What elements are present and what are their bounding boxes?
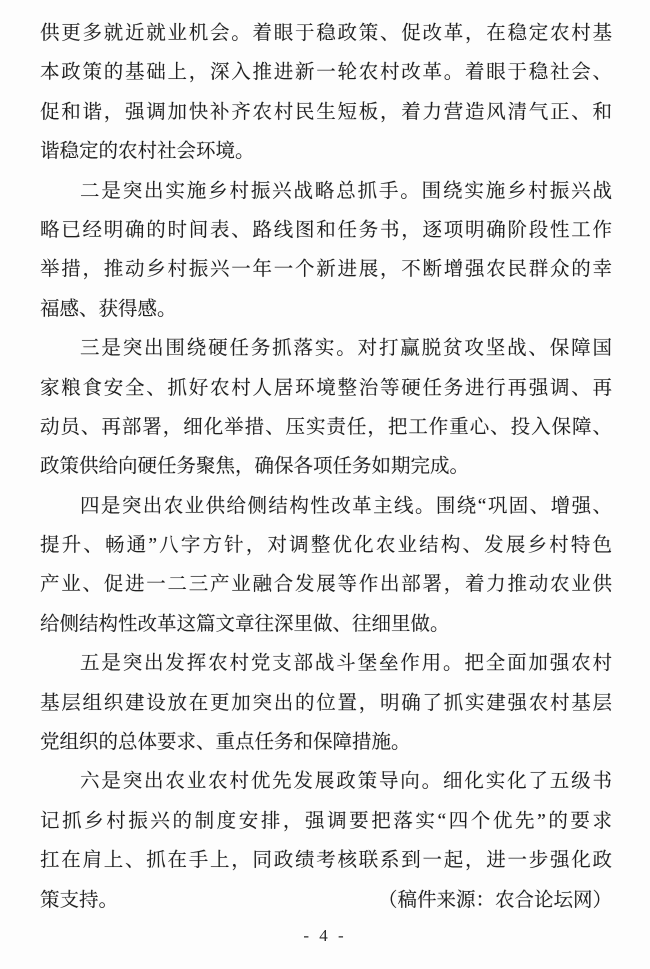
text-line: 给侧结构性改革这篇文章往深里做、往细里做。 xyxy=(40,613,450,635)
paragraph xyxy=(40,172,612,330)
paragraph xyxy=(40,487,612,645)
paragraph xyxy=(40,329,612,487)
text-line: 福感、获得感。 xyxy=(40,298,177,320)
text-line: 提升、畅通”八字方针，对调整优化农业结构、发展乡村特色 xyxy=(40,535,612,557)
text-line: 六是突出农业农村优先发展政策导向。细化实化了五级书 xyxy=(80,771,612,793)
text-line: 举措，推动乡村振兴一年一个新进展，不断增强农民群众的幸 xyxy=(40,259,612,281)
text-line: 党组织的总体要求、重点任务和保障措施。 xyxy=(40,732,411,754)
text-line xyxy=(40,881,612,920)
document-content xyxy=(40,14,612,920)
paragraph xyxy=(40,14,612,172)
text-line: 记抓乡村振兴的制度安排，强调要把落实“四个优先”的要求 xyxy=(40,810,612,832)
text-line: 政策供给向硬任务聚焦，确保各项任务如期完成。 xyxy=(40,456,470,478)
paragraph xyxy=(40,644,612,762)
paragraph-end-text: 策支持。 xyxy=(40,889,119,911)
text-line: 二是突出实施乡村振兴战略总抓手。围绕实施乡村振兴战 xyxy=(80,180,612,202)
text-line: 家粮食安全、抓好农村人居环境整治等硬任务进行再强调、再 xyxy=(40,377,612,399)
text-line: 动员、再部署，细化举措、压实责任，把工作重心、投入保障、 xyxy=(40,416,612,438)
text-line: 本政策的基础上，深入推进新一轮农村改革。着眼于稳社会、 xyxy=(40,62,612,84)
page-number: - 4 - xyxy=(303,926,347,945)
source-attribution: （稿件来源：农合论坛网） xyxy=(377,889,612,911)
paragraph xyxy=(40,762,612,920)
text-line: 三是突出围绕硬任务抓落实。对打赢脱贫攻坚战、保障国 xyxy=(80,338,612,360)
text-line: 略已经明确的时间表、路线图和任务书，逐项明确阶段性工作 xyxy=(40,219,612,241)
text-line: 供更多就近就业机会。着眼于稳政策、促改革，在稳定农村基 xyxy=(40,23,612,44)
text-line: 四是突出农业供给侧结构性改革主线。围绕“巩固、增强、 xyxy=(80,495,612,517)
text-line: 促和谐，强调加快补齐农村民生短板，着力营造风清气正、和 xyxy=(40,101,612,123)
text-line: 基层组织建设放在更加突出的位置，明确了抓实建强农村基层 xyxy=(40,692,612,714)
text-line: 产业、促进一二三产业融合发展等作出部署，着力推动农业供 xyxy=(40,574,612,596)
text-line: 五是突出发挥农村党支部战斗堡垒作用。把全面加强农村 xyxy=(80,653,612,675)
text-line: 谐稳定的农村社会环境。 xyxy=(40,141,255,163)
text-line: 扛在肩上、抓在手上，同政绩考核联系到一起，进一步强化政 xyxy=(40,850,612,872)
